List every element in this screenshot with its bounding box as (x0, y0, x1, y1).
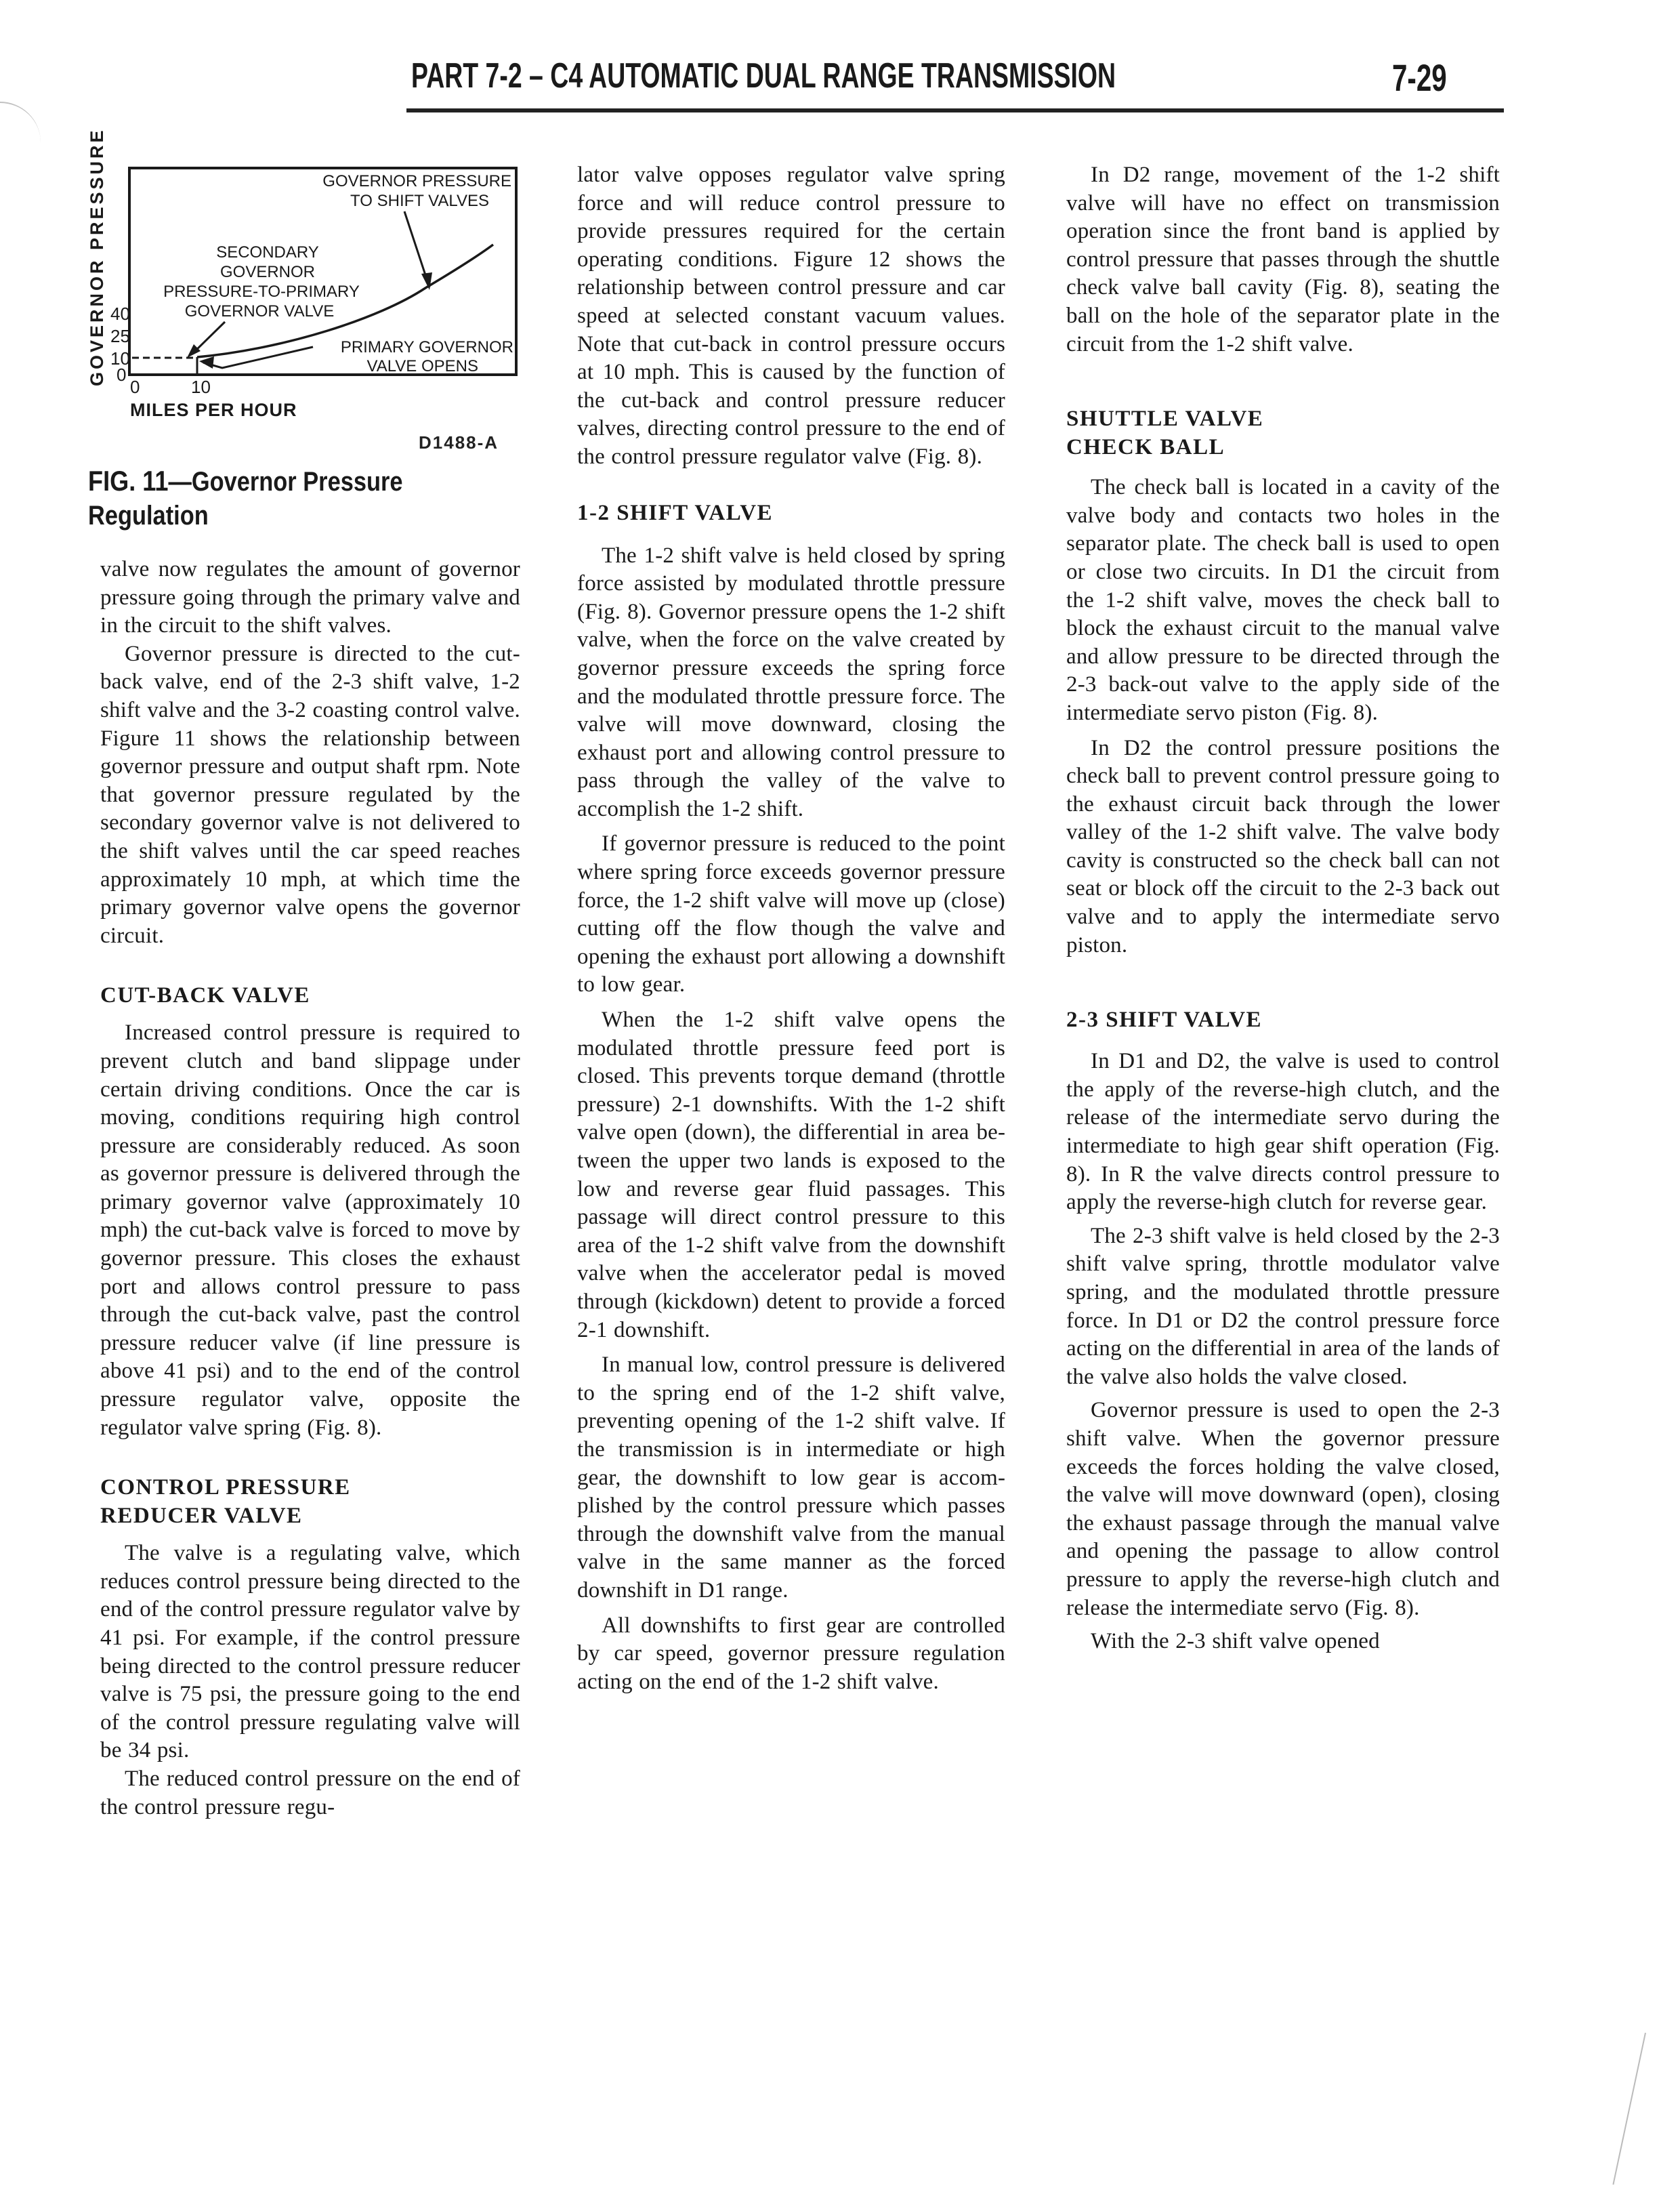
x-tick-0: 0 (130, 377, 140, 397)
paragraph: Governor pressure is used to open the 2-3 shift valve. When the governor pressure exceeds the forces holding the valve closed, the valve will move downward (open), closing the exhaust passage through the manual valve and opening the passage to allow control pressure to apply the reverse-high clutch and release the intermediate servo (Fig. 8). (1066, 1398, 1500, 1620)
paragraph: The reduced control pressure on the end of the control pressure regu- (100, 1766, 520, 1819)
middle-column (577, 161, 1005, 1696)
page-edge-decoration (1612, 2033, 1646, 2185)
annotation-secondary-line4: GOVERNOR VALVE (184, 302, 335, 321)
paragraph: In D2 range, movement of the 1-2 shift valve will have no effect on transmission operation since the front band is applied by control pressure that passes through the shuttle check valve ball cavity (Fig. 8), seating the ball on the hole of the separator plate in the circuit from the 1-2 shift valve. (1066, 163, 1500, 356)
paragraph: When the 1-2 shift valve opens the modulated throttle pressure feed port is closed. This prevents torque demand (throttle pressure) 2-1 downshifts. With the 1-2 shift valve open (down), the differential in area between the upper two lands is exposed to the low and reverse gear fluid passages. This passage will direct control pressure to this area of the 1-2 shift valve from the downshift valve when the accelerator pedal is moved through (kickdown) detent to provide a forced 2-1 downshift. (577, 1008, 1005, 1342)
arrow-primary-head (199, 356, 214, 369)
annotation-shift-valves-line2: TO SHIFT VALVES (350, 192, 489, 210)
annotation-primary-line1: PRIMARY GOVERNOR (340, 338, 513, 356)
header-separator: – (522, 56, 551, 96)
paragraph: lator valve opposes regulator valve spring force and will reduce control pressure to provide pressures required for the certain operating conditions. Figure 12 shows the relationship between control pressure and car speed at selected constant vacuum values. Note that cut-back in control pressure occurs at 10 mph. This is caused by the function of the cut-back and control pressure reducer valves, directing control pressure to the end of the control pressure regulator valve (Fig. 8). (577, 163, 1005, 469)
heading-line: CHECK BALL (1066, 435, 1225, 460)
y-tick-25: 25 (110, 326, 130, 346)
heading-line: CONTROL PRESSURE (100, 1475, 351, 1500)
section-heading-1-2-shift-valve: 1-2 SHIFT VALVE (577, 500, 774, 525)
right-column (1066, 161, 1500, 1656)
figure-11 (0, 0, 542, 529)
figure-caption-title: —Governor Pressure Regulation (88, 467, 403, 531)
paragraph: The check ball is located in a cavity of the valve body and contacts two holes in the separator plate. The check ball is used to open or close two circuits. In D1 the circuit from the 1-2 shift valve, moves the check ball to block the exhaust circuit to the manual valve and allow pressure to be directed through the 2-3 back-out valve to the apply side of the intermediate servo piston (Fig. 8). (1066, 475, 1500, 725)
paragraph: In manual low, control pressure is delivered to the spring end of the 1-2 shift valve, preventing opening of the 1-2 shift valve. If the transmission is in intermediate or high gear, the downshift to low gear is accomplished by the control pressure which passes through the downshift valve from the manual valve in the same manner as the forced downshift in D1 range. (577, 1353, 1005, 1603)
left-column (100, 556, 520, 1821)
annotation-secondary-line3: PRESSURE-TO-PRIMARY (163, 283, 360, 301)
paragraph: valve now regulates the amount of governor pressure going through the primary valve and in the circuit to the shift valves. (100, 557, 520, 638)
paragraph: With the 2-3 shift valve opened (1091, 1629, 1380, 1654)
figure-id-code: D1488-A (419, 432, 499, 453)
figure-caption-number: FIG. 11 (88, 465, 169, 497)
header-rule (406, 108, 1504, 112)
annotation-shift-valves-line1: GOVERNOR PRESSURE (322, 172, 511, 190)
section-heading-2-3-shift-valve: 2-3 SHIFT VALVE (1066, 1008, 1263, 1033)
header-part-label: PART 7-2 (411, 56, 522, 96)
paragraph: The 2-3 shift valve is held closed by the 2-3 shift valve spring, throttle modulator valve spring, and the modulated throttle pressure force. In D1 or D2 the control pressure force acting on the differential in area of the lands of the valve also holds the valve closed. (1066, 1223, 1500, 1389)
paragraph: All downshifts to first gear are controlled by car speed, governor pressure regulation acting on the end of the 1-2 shift valve. (577, 1613, 1005, 1694)
header-chapter-title: C4 AUTOMATIC DUAL RANGE TRANSMISSION (550, 56, 1116, 96)
annotation-secondary-line2: GOVERNOR (219, 263, 316, 281)
y-axis-label: GOVERNOR PRESSURE (87, 127, 107, 386)
arrow-secondary-head (187, 344, 201, 358)
y-tick-40: 40 (110, 304, 130, 324)
paragraph: The valve is a regulating valve, which reduces control pressure being directed to the end of the control pressure regulator valve by 41 psi. For example, if the control pressure being directed to the control pressure reducer valve is 75 psi, the pressure going to the end of the control pressure regulating valve will be 34 psi. (100, 1541, 520, 1763)
paragraph: Increased control pressure is required to prevent clutch and band slippage under certain driving conditions. Once the car is moving, conditions requiring high control pressure are considerably reduced. As soon as governor pressure is delivered through the primary governor valve (approximately 10 mph) the cut-back valve is forced to move by governor pressure. This closes the exhaust port and allows control pressure to pass through the cut-back valve, past the control pressure reducer valve (if line pressure is above 41 psi) and to the end of the control pressure regulator valve, opposite the regulator valve spring (Fig. 8). (100, 1020, 520, 1440)
heading-line: REDUCER VALVE (100, 1504, 303, 1529)
paragraph: In D1 and D2, the valve is used to control the apply of the reverse-high clutch, and the release of the intermediate servo during the intermediate to high gear shift operation (Fig. 8). In R the valve directs control pressure to apply the reverse-high clutch for reverse gear. (1066, 1049, 1500, 1215)
paragraph: Governor pressure is directed to the cut-back valve, end of the 2-3 shift valve, 1-2 shift valve and the 3-2 coasting control valve. Figure 11 shows the relationship between governor pressure and output shaft rpm. Note that governor pressure regulated by the secondary governor valve is not delivered to the shift valves until the car speed reaches approximately 10 mph, at which time the primary governor valve opens the governor circuit. (100, 641, 520, 948)
page-number: 7-29 (1392, 56, 1447, 99)
section-heading-cut-back-valve: CUT-BACK VALVE (100, 983, 310, 1008)
y-tick-0: 0 (117, 365, 127, 385)
x-axis-label: MILES PER HOUR (130, 400, 297, 420)
paragraph: In D2 the control pressure positions the check ball to prevent control pressure going to the exhaust circuit back through the lower valley of the 1-2 shift valve. The valve body cavity is constructed so the check ball can not seat or block off the circuit to the 2-3 back out valve and to apply the intermediate servo piston. (1066, 735, 1500, 957)
arrow-primary-shaft (203, 347, 313, 368)
annotation-secondary-line1: SECONDARY (216, 243, 319, 262)
figure-caption (88, 464, 438, 533)
section-heading-control-pressure-reducer-valve (100, 1473, 520, 1530)
paragraph: The 1-2 shift valve is held closed by spring force assisted by modulated throttle pressure (Fig. 8). Governor pressure opens the 1-2 shift valve, when the force on the valve created by governor pressure exceeds the spring force and the modulated throttle pressure force. The valve will move downward, closing the exhaust port and allowing control pressure to pass through the valley of the valve to accomplish the 1-2 shift. (577, 543, 1005, 821)
annotation-primary-line2: VALVE OPENS (366, 357, 478, 375)
section-heading-shuttle-valve-check-ball (1066, 405, 1500, 461)
y-tick-10: 10 (110, 348, 130, 369)
paragraph: If governor pressure is reduced to the point where spring force exceeds governor pressure force, the 1-2 shift valve will move up (close) cutting off the flow though the valve and opening the exhaust port allowing a downshift to low gear. (577, 831, 1005, 997)
governor-pressure-chart (0, 0, 542, 434)
heading-line: SHUTTLE VALVE (1066, 407, 1264, 432)
x-tick-10: 10 (191, 377, 211, 397)
